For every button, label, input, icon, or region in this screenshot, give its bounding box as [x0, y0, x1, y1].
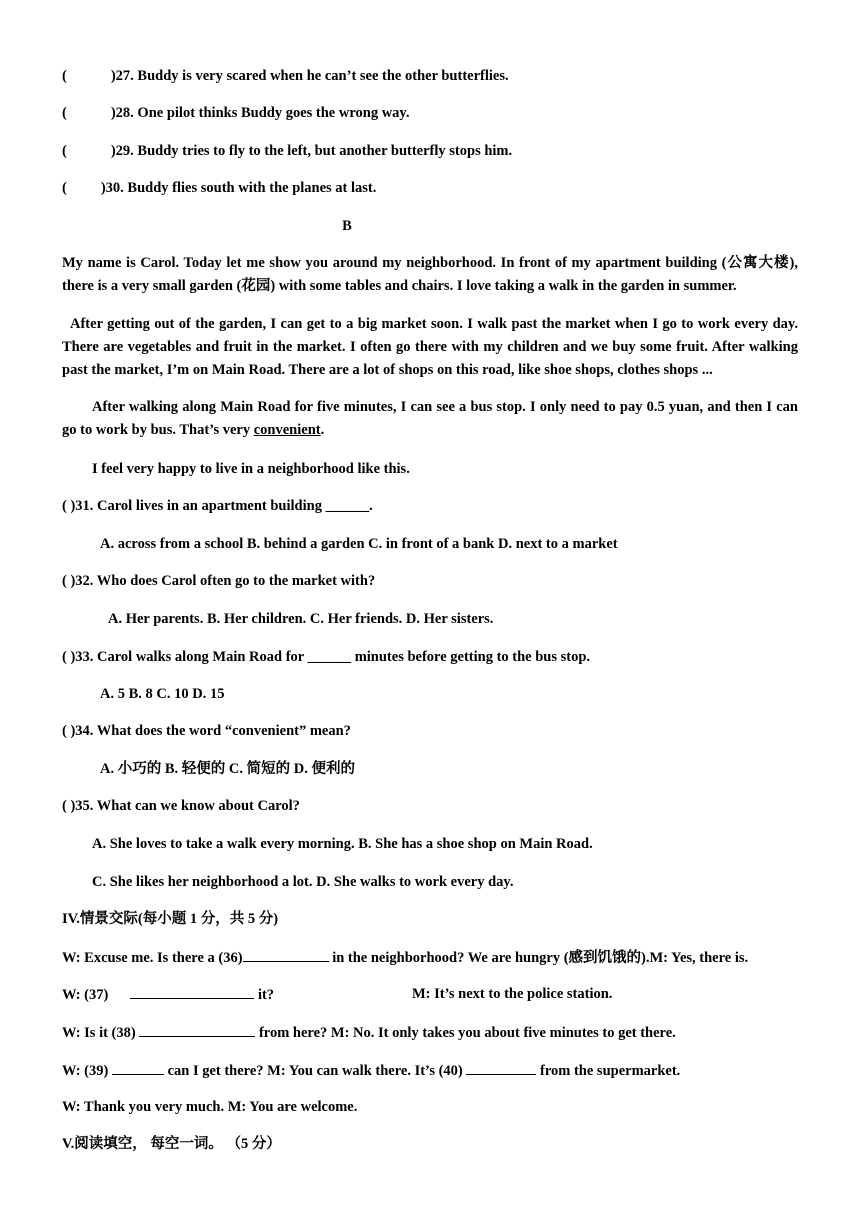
dialogue-line-2-reply: M: It’s next to the police station. — [412, 986, 613, 1002]
dialogue-line-2 — [62, 984, 274, 1005]
dialogue-text: from here? M: No. It only takes you about five minutes to get there. — [255, 1025, 676, 1041]
dialogue-text: W: (39) — [62, 1063, 112, 1079]
question-34-options: A. 小巧的 B. 轻便的 C. 简短的 D. 便利的 — [100, 761, 355, 777]
answer-paren: ( — [62, 105, 67, 121]
question-35-stem: ( )35. What can we know about Carol? — [62, 798, 300, 814]
answer-paren: ( — [62, 68, 67, 84]
dialogue-text: from the supermarket. — [536, 1063, 681, 1079]
blank-40[interactable] — [466, 1060, 536, 1075]
dialogue-text: W: Excuse me. Is there a (36) — [62, 950, 243, 966]
underlined-word: convenient — [253, 422, 321, 438]
dialogue-line-1 — [62, 947, 748, 968]
blank-38[interactable] — [139, 1022, 255, 1037]
question-27 — [62, 66, 509, 86]
blank-37[interactable] — [130, 984, 254, 999]
question-33-stem: ( )33. Carol walks along Main Road for ______ minutes before getting to the bus stop. — [62, 649, 591, 665]
question-35-options-2: C. She likes her neighborhood a lot. D. She walks to work every day. — [92, 874, 514, 890]
question-text: )28. One pilot thinks Buddy goes the wrong way. — [110, 105, 410, 121]
question-30 — [62, 178, 376, 198]
question-text: )29. Buddy tries to fly to the left, but another butterfly stops him. — [110, 143, 513, 159]
question-32-options: A. Her parents. B. Her children. C. Her friends. D. Her sisters. — [108, 611, 494, 627]
section-v-heading: V.阅读填空， 每空一词。 （5 分） — [62, 1136, 281, 1152]
period: . — [320, 422, 325, 438]
answer-paren: ( — [62, 143, 67, 159]
question-35-options-1: A. She loves to take a walk every morning. B. She has a shoe shop on Main Road. — [92, 836, 593, 852]
dialogue-text: W: (37) — [62, 987, 109, 1003]
question-33-options: A. 5 B. 8 C. 10 D. 15 — [100, 686, 225, 702]
question-28 — [62, 103, 410, 123]
question-31-stem: ( )31. Carol lives in an apartment building ______. — [62, 498, 373, 514]
question-text: )27. Buddy is very scared when he can’t see the other butterflies. — [110, 68, 509, 84]
answer-paren: ( — [62, 180, 67, 196]
question-34-stem: ( )34. What does the word “convenient” mean? — [62, 723, 351, 739]
passage-paragraph-3 — [62, 396, 798, 442]
passage-text: After walking along Main Road for five minutes, I can see a bus stop. I only need to pay 0.5 yuan, and then I can go to work by bus. That’s very — [62, 399, 798, 438]
blank-36[interactable] — [243, 947, 329, 962]
passage-paragraph-1: My name is Carol. Today let me show you around my neighborhood. In front of my apartment building (公寓大楼), there is a very small garden (花园) with some tables and chairs. I love taking a walk in the garden in summer. — [62, 255, 798, 294]
blank-39[interactable] — [112, 1060, 164, 1075]
dialogue-line-5: W: Thank you very much. M: You are welcome. — [62, 1099, 358, 1115]
passage-paragraph-4: I feel very happy to live in a neighborhood like this. — [92, 461, 410, 477]
section-b-heading: B — [342, 218, 352, 234]
section-iv-heading: IV.情景交际(每小题 1 分，共 5 分) — [62, 911, 279, 927]
dialogue-text: it? — [254, 987, 275, 1003]
dialogue-line-4 — [62, 1060, 680, 1081]
dialogue-text: can I get there? M: You can walk there. It’s (40) — [163, 1063, 467, 1079]
dialogue-text: in the neighborhood? We are hungry (感到饥饿的).M: Yes, there is. — [328, 950, 749, 966]
question-29 — [62, 141, 512, 161]
dialogue-text: W: Is it (38) — [62, 1025, 140, 1041]
dialogue-line-3 — [62, 1022, 676, 1043]
question-32-stem: ( )32. Who does Carol often go to the market with? — [62, 573, 376, 589]
question-text: )30. Buddy flies south with the planes at last. — [100, 180, 377, 196]
passage-paragraph-2: After getting out of the garden, I can get to a big market soon. I walk past the market when I go to work every day. There are vegetables and fruit in the market. I often go there with my children and we buy some fruit. After walking past the market, I’m on Main Road. There are a lot of shops on this road, like shoe shops, clothes shops ... — [62, 316, 798, 378]
question-31-options: A. across from a school B. behind a garden C. in front of a bank D. next to a market — [100, 536, 618, 552]
